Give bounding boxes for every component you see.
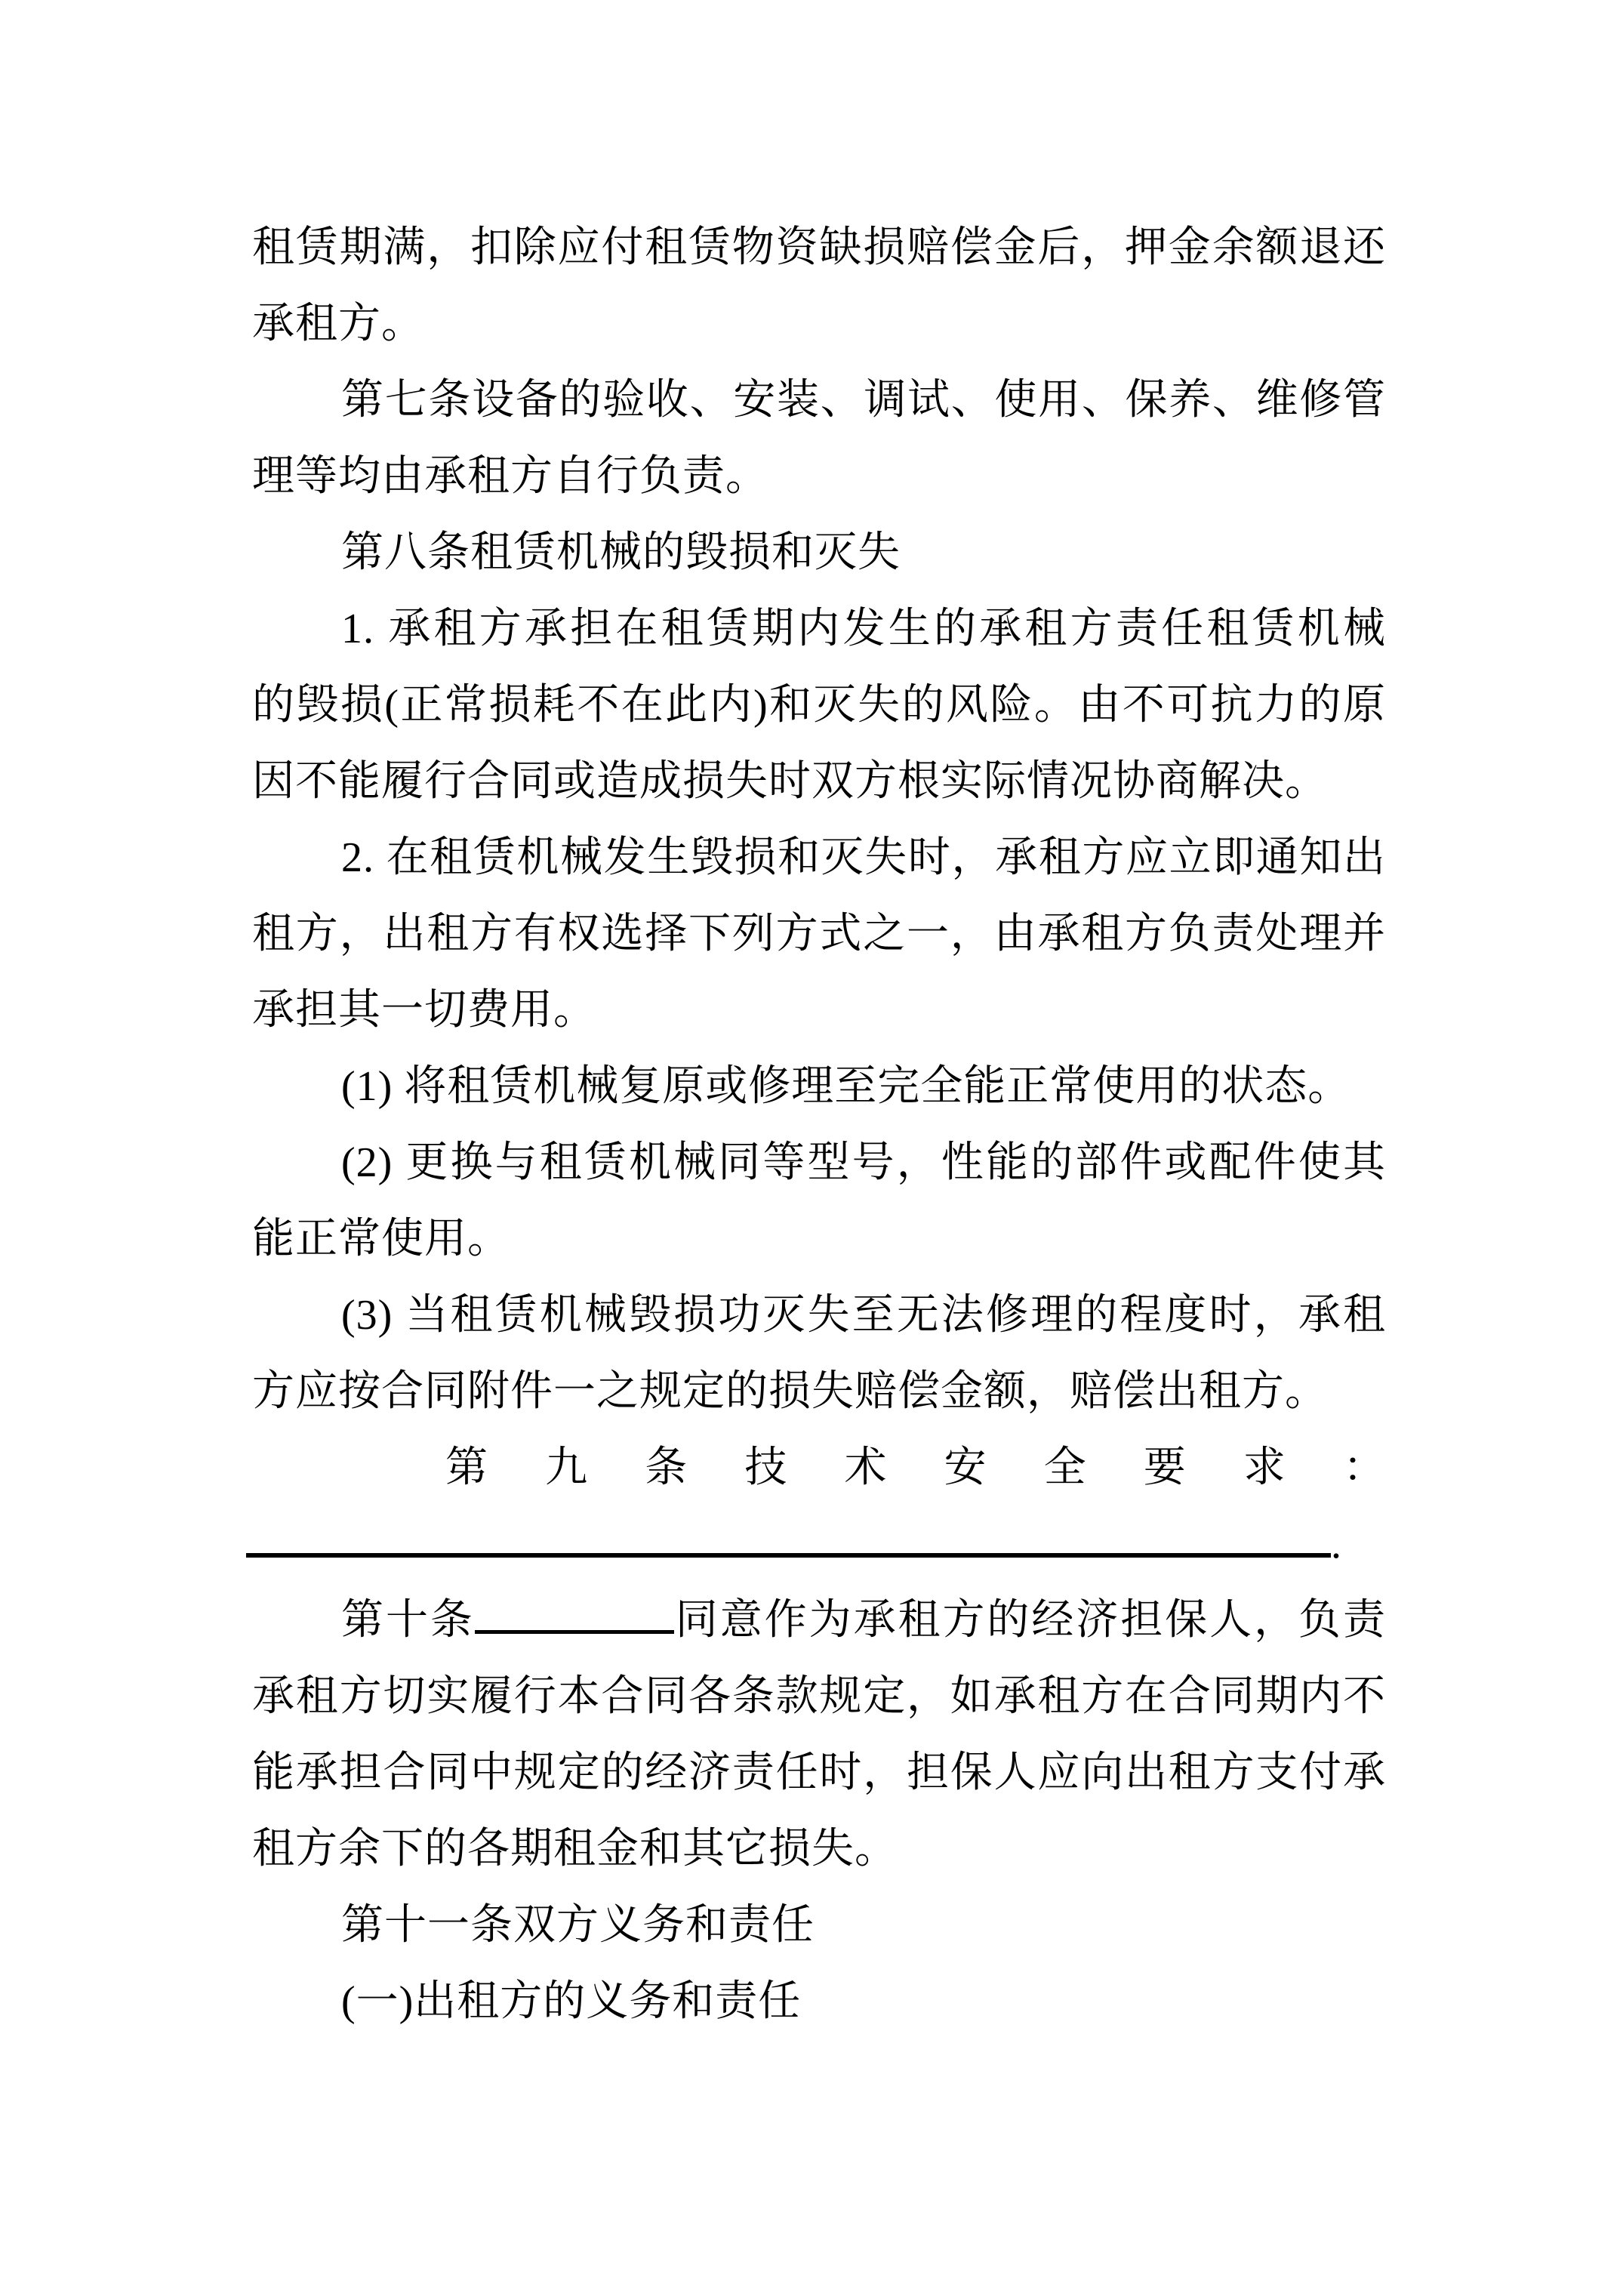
text-line: 1. 承租方承担在租赁期内发生的承租方责任租赁机械 bbox=[341, 606, 1386, 652]
text-line: 租方余下的各期租金和其它损失。 bbox=[252, 1826, 898, 1872]
text-line: 能承担合同中规定的经济责任时，担保人应向出租方支付承 bbox=[252, 1749, 1386, 1796]
text-line: (2) 更换与租赁机械同等型号，性能的部件或配件使其 bbox=[341, 1139, 1386, 1186]
text-line: 2. 在租赁机械发生毁损和灭失时，承租方应立即通知出 bbox=[341, 834, 1386, 881]
text-line: 承租方切实履行本合同各条款规定，如承租方在合同期内不 bbox=[252, 1673, 1386, 1720]
text-line: 第七条设备的验收、安装、调试、使用、保养、维修管 bbox=[341, 377, 1386, 424]
text-line: 租赁期满，扣除应付租赁物资缺损赔偿金后，押金余额退还 bbox=[252, 224, 1386, 271]
text-line: 第十一条双方义务和责任 bbox=[341, 1902, 815, 1949]
text-line: (3) 当租赁机械毁损功灭失至无法修理的程度时，承租 bbox=[341, 1292, 1386, 1339]
blank-underline bbox=[246, 1553, 1331, 1558]
text-line: 理等均由承租方自行负责。 bbox=[252, 453, 768, 500]
rule-suffix-period: . bbox=[1331, 1521, 1342, 1567]
text-line: 承租方。 bbox=[252, 300, 424, 347]
text-line: 承担其一切费用。 bbox=[252, 987, 596, 1034]
text-line: 能正常使用。 bbox=[252, 1216, 510, 1262]
text-line: 因不能履行合同或造成损失时双方根实际情况协商解决。 bbox=[252, 758, 1328, 805]
text-line: 的毁损(正常损耗不在此内)和灭失的风险。由不可抗力的原 bbox=[252, 682, 1386, 729]
text-line: (一)出租方的义务和责任 bbox=[341, 1978, 802, 2025]
document-body bbox=[252, 210, 1386, 2040]
text-line: (1) 将租赁机械复原或修理至完全能正常使用的状态。 bbox=[341, 1063, 1351, 1110]
clause-number: 第十条 bbox=[341, 1597, 475, 1644]
text-line: 第八条租赁机械的毁损和灭失 bbox=[341, 529, 901, 576]
text-line: 租方，出租方有权选择下列方式之一，由承租方负责处理并 bbox=[252, 911, 1386, 957]
text-line-with-blank bbox=[252, 1583, 1386, 1659]
text-line: 第九条技术安全要求： bbox=[445, 1444, 1386, 1491]
clause-text: 同意作为承租方的经济担保人，负责 bbox=[673, 1597, 1387, 1644]
blank-underline-row bbox=[252, 1506, 1386, 1583]
text-line: 方应按合同附件一之规定的损失赔偿金额，赔偿出租方。 bbox=[252, 1368, 1328, 1415]
fill-in-blank bbox=[475, 1630, 674, 1634]
